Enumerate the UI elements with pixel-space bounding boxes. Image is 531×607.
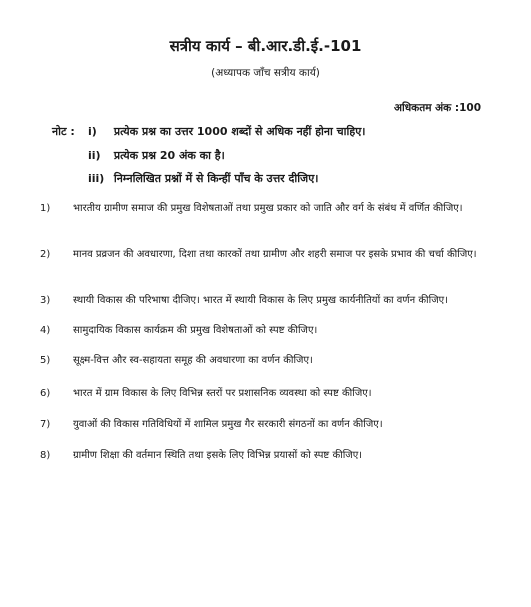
question-number: 7)	[40, 419, 51, 430]
note-text: प्रत्येक प्रश्न 20 अंक का है।	[113, 149, 225, 162]
question-number: 2)	[40, 249, 51, 260]
note-item	[88, 171, 318, 186]
question-item	[40, 385, 500, 402]
note-item	[88, 124, 365, 139]
question-number: 1)	[40, 203, 51, 214]
question-number: 6)	[40, 388, 51, 399]
question-text: ग्रामीण शिक्षा की वर्तमान स्थिति तथा इसके लिए विभिन्न प्रयासों को स्पष्ट कीजिए।	[73, 450, 363, 461]
note-number: i)	[88, 125, 97, 138]
question-text: सूक्ष्म-वित्त और स्व-सहायता समूह की अवधारणा का वर्णन कीजिए।	[73, 355, 313, 366]
page-title: सत्रीय कार्य – बी.आर.डी.ई.-101	[169, 37, 362, 55]
question-text: भारत में ग्राम विकास के लिए विभिन्न स्तरों पर प्रशासनिक व्यवस्था को स्पष्ट कीजिए।	[73, 388, 372, 399]
note-text: प्रत्येक प्रश्न का उत्तर 1000 शब्दों से अधिक नहीं होना चाहिए।	[113, 125, 366, 138]
question-item	[40, 246, 500, 263]
question-number: 8)	[40, 450, 51, 461]
question-text: स्थायी विकास की परिभाषा दीजिए। भारत में स्थायी विकास के लिए प्रमुख कार्यनीतियों का वर्णन कीजिए।	[73, 295, 448, 306]
note-text: निम्नलिखित प्रश्नों में से किन्हीं पाँच के उत्तर दीजिए।	[113, 172, 319, 185]
max-marks: अधिकतम अंक :100	[393, 102, 481, 114]
question-item	[40, 322, 500, 339]
question-number: 5)	[40, 355, 51, 366]
question-item	[40, 447, 500, 464]
question-text: सामुदायिक विकास कार्यक्रम की प्रमुख विशेषताओं को स्पष्ट कीजिए।	[73, 325, 318, 336]
question-number: 4)	[40, 325, 51, 336]
question-item	[40, 292, 500, 309]
note-label: नोट :	[52, 125, 75, 138]
note-number: ii)	[88, 149, 101, 162]
question-item	[40, 416, 500, 433]
question-text: भारतीय ग्रामीण समाज की प्रमुख विशेषताओं तथा प्रमुख प्रकार को जाति और वर्ग के संबंध में वर्णित कीजिए।	[73, 203, 463, 214]
question-item	[40, 200, 500, 217]
page-subtitle: (अध्यापक जाँच सत्रीय कार्य)	[211, 67, 320, 79]
question-text: युवाओं की विकास गतिविधियों में शामिल प्रमुख गैर सरकारी संगठनों का वर्णन कीजिए।	[73, 419, 383, 430]
note-number: iii)	[88, 172, 105, 185]
question-number: 3)	[40, 295, 51, 306]
question-text: मानव प्रव्रजन की अवधारणा, दिशा तथा कारकों तथा ग्रामीण और शहरी समाज पर इसके प्रभाव की चर्चा कीजिए।	[73, 249, 477, 260]
note-item	[88, 148, 225, 163]
question-item	[40, 352, 500, 369]
